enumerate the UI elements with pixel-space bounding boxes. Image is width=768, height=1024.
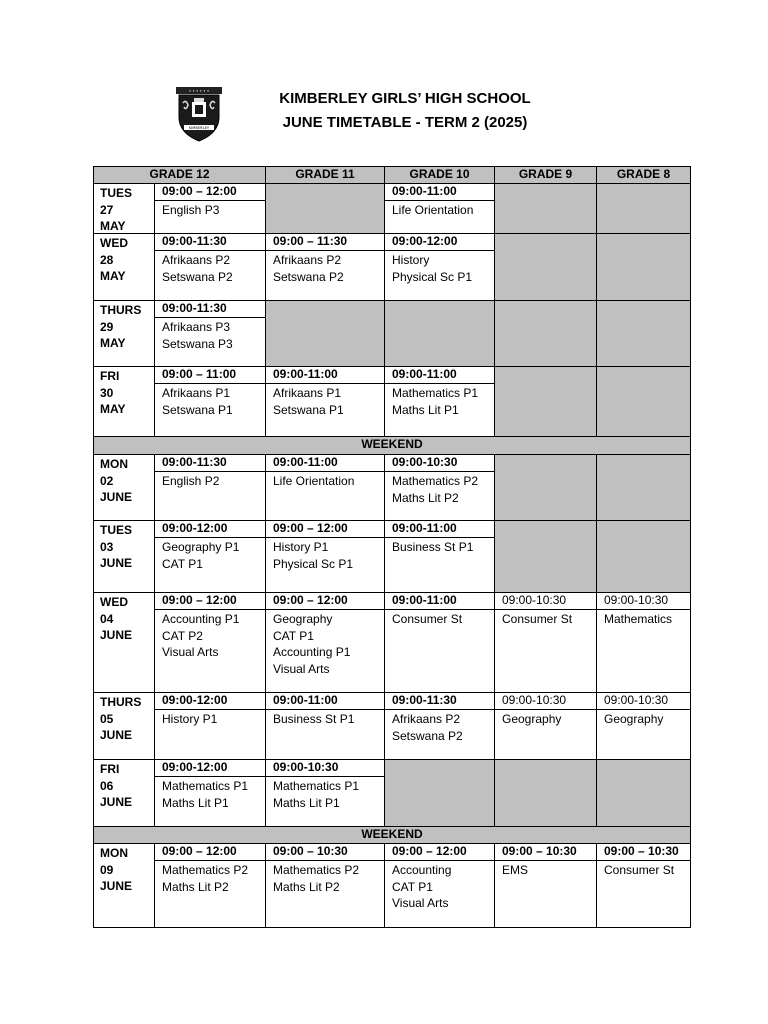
day-cell [93,454,155,521]
weekend-row: WEEKEND [93,436,691,455]
grade-9-empty-cell [494,520,597,593]
grade-8-empty-cell [596,366,691,437]
subject-line: Maths Lit P2 [273,879,340,894]
grade-9-empty-cell [494,454,597,521]
column-header-grade-11: GRADE 11 [265,166,385,184]
grade-8-empty-cell [596,454,691,521]
grade-12-exam-time: 09:00-11:30 [154,233,266,251]
grade-10-exam-subjects [384,471,495,521]
subject-line: Mathematics P1 [392,386,479,400]
grade-8-empty-cell [596,520,691,593]
grade-8-empty-cell [596,183,691,234]
day-cell [93,233,155,301]
day-label-line: TUES [100,523,133,537]
weekend-row: WEEKEND [93,826,691,844]
day-cell [93,183,155,234]
grade-8-empty-cell [596,300,691,367]
subject-line: History P1 [273,540,329,554]
grade-10-exam-time: 09:00-12:00 [384,233,495,251]
day-label-line: 09 [100,862,114,877]
subject-line: Maths Lit P1 [392,402,459,417]
grade-9-exam-subjects [494,609,597,693]
column-header-grade-8: GRADE 8 [596,166,691,184]
subject-line: History P1 [162,712,218,726]
grade-9-exam-time: 09:00-10:30 [494,692,597,710]
subject-line: Maths Lit P1 [273,795,340,810]
subject-line: Accounting [392,863,452,877]
day-label-line: 02 [100,473,114,488]
grade-12-exam-time: 09:00 – 12:00 [154,592,266,610]
subject-line: CAT P1 [392,879,433,894]
day-label-line: MAY [100,219,126,233]
subject-line: Life Orientation [273,474,355,488]
subject-line: Setswana P1 [162,402,233,417]
grade-11-empty-cell [265,183,385,234]
grade-10-exam-subjects [384,709,495,760]
grade-10-exam-time: 09:00-11:00 [384,366,495,384]
day-label-line: THURS [100,695,142,709]
day-label-line: JUNE [100,879,133,893]
day-cell [93,592,155,693]
subject-line: Mathematics P2 [162,863,249,877]
grade-9-empty-cell [494,759,597,827]
day-label-line: 04 [100,611,114,626]
grade-11-exam-time: 09:00 – 12:00 [265,592,385,610]
grade-8-empty-cell [596,759,691,827]
day-label-line: 27 [100,202,114,217]
day-cell [93,759,155,827]
day-label-line: MON [100,457,128,471]
grade-10-exam-time: 09:00-11:30 [384,692,495,710]
timetable-title: JUNE TIMETABLE - TERM 2 (2025) [282,114,528,131]
grade-11-exam-time: 09:00-11:00 [265,454,385,472]
column-header-grade-10: GRADE 10 [384,166,495,184]
subject-line: Physical Sc P1 [273,556,354,571]
grade-12-exam-subjects [154,200,266,234]
grade-11-exam-time: 09:00-11:00 [265,692,385,710]
subject-line: English P2 [162,474,220,488]
day-label-line: WED [100,595,128,609]
grade-8-exam-subjects [596,609,691,693]
subject-line: Afrikaans P1 [273,386,342,400]
grade-10-exam-time: 09:00-11:00 [384,520,495,538]
grade-10-empty-cell [384,300,495,367]
grade-12-exam-time: 09:00-12:00 [154,759,266,777]
subject-line: Afrikaans P2 [273,253,342,267]
grade-12-exam-subjects [154,609,266,693]
day-label-line: JUNE [100,556,133,570]
day-label-line: MAY [100,402,126,416]
grade-9-exam-time: 09:00 – 10:30 [494,843,597,861]
subject-line: Geography [604,712,664,726]
grade-8-empty-cell [596,233,691,301]
subject-line: Mathematics [604,612,673,626]
school-logo [172,85,226,143]
day-cell [93,520,155,593]
grade-11-exam-subjects [265,860,385,928]
subject-line: Mathematics P2 [273,863,360,877]
grade-10-exam-subjects [384,609,495,693]
grade-8-exam-time: 09:00-10:30 [596,592,691,610]
subject-line: Geography [502,712,562,726]
column-header-grade-12: GRADE 12 [93,166,266,184]
day-label-line: MAY [100,269,126,283]
grade-10-exam-subjects [384,250,495,301]
grade-12-exam-time: 09:00 – 11:00 [154,366,266,384]
day-cell [93,843,155,928]
day-label-line: JUNE [100,795,133,809]
subject-line: Geography P1 [162,540,240,554]
subject-line: Visual Arts [162,645,219,659]
day-label-line: FRI [100,762,120,776]
logo-text: KIMBERLEY [188,126,210,131]
day-label-line: TUES [100,186,133,200]
subject-line: English P3 [162,203,220,217]
day-label-line: 30 [100,385,114,400]
grade-12-exam-time: 09:00-12:00 [154,520,266,538]
subject-line: Physical Sc P1 [392,269,473,284]
grade-9-empty-cell [494,233,597,301]
grade-12-exam-time: 09:00 – 12:00 [154,183,266,201]
grade-10-exam-time: 09:00-10:30 [384,454,495,472]
day-label-line: JUNE [100,490,133,504]
subject-line: Maths Lit P1 [162,795,229,810]
grade-11-exam-time: 09:00 – 12:00 [265,520,385,538]
grade-12-exam-subjects [154,776,266,827]
subject-line: Visual Arts [273,661,330,676]
subject-line: Setswana P1 [273,402,344,417]
grade-12-exam-time: 09:00-11:30 [154,300,266,318]
grade-10-exam-time: 09:00-11:00 [384,592,495,610]
grade-10-exam-time: 09:00-11:00 [384,183,495,201]
grade-11-exam-subjects [265,250,385,301]
subject-line: Accounting P1 [273,645,351,659]
grade-11-empty-cell [265,300,385,367]
svg-text:• • • • • •: • • • • • • [188,88,210,94]
grade-12-exam-subjects [154,383,266,437]
grade-12-exam-subjects [154,709,266,760]
grade-8-exam-time: 09:00 – 10:30 [596,843,691,861]
grade-12-exam-subjects [154,537,266,593]
grade-10-exam-subjects [384,860,495,928]
grade-11-exam-subjects [265,609,385,693]
grade-11-exam-time: 09:00 – 10:30 [265,843,385,861]
day-label-line: 29 [100,319,114,334]
grade-12-exam-time: 09:00-11:30 [154,454,266,472]
subject-line: Geography [273,612,333,626]
grade-9-empty-cell [494,300,597,367]
day-cell [93,366,155,437]
grade-11-exam-subjects [265,471,385,521]
day-label-line: WED [100,236,128,250]
grade-8-exam-subjects [596,709,691,760]
grade-11-exam-subjects [265,537,385,593]
school-name: KIMBERLEY GIRLS’ HIGH SCHOOL [279,90,531,107]
subject-line: Visual Arts [392,896,449,910]
grade-10-exam-subjects [384,537,495,593]
grade-11-exam-subjects [265,709,385,760]
grade-10-empty-cell [384,759,495,827]
subject-line: Accounting P1 [162,612,240,626]
subject-line: Afrikaans P2 [162,253,231,267]
subject-line: Afrikaans P3 [162,320,231,334]
day-cell [93,692,155,760]
subject-line: Maths Lit P2 [392,490,459,505]
subject-line: Mathematics P1 [162,779,249,793]
day-label-line: FRI [100,369,120,383]
grade-8-exam-time: 09:00-10:30 [596,692,691,710]
subject-line: CAT P1 [162,556,203,571]
subject-line: CAT P2 [162,628,203,643]
grade-12-exam-subjects [154,250,266,301]
grade-10-exam-subjects [384,200,495,234]
grade-12-exam-subjects [154,317,266,367]
subject-line: Setswana P2 [273,269,344,284]
day-cell [93,300,155,367]
grade-11-exam-time: 09:00-11:00 [265,366,385,384]
grade-8-exam-subjects [596,860,691,928]
grade-10-exam-time: 09:00 – 12:00 [384,843,495,861]
subject-line: Consumer St [392,612,463,626]
subject-line: Afrikaans P1 [162,386,231,400]
grade-10-exam-subjects [384,383,495,437]
day-label-line: MON [100,846,128,860]
subject-line: Setswana P3 [162,336,233,351]
subject-line: Consumer St [502,612,573,626]
subject-line: Life Orientation [392,203,474,217]
day-label-line: JUNE [100,628,133,642]
subject-line: Mathematics P2 [392,474,479,488]
grade-11-exam-subjects [265,776,385,827]
subject-line: Consumer St [604,863,675,877]
grade-9-exam-subjects [494,860,597,928]
day-label-line: MAY [100,336,126,350]
day-label-line: 05 [100,711,114,726]
grade-11-exam-time: 09:00-10:30 [265,759,385,777]
subject-line: Maths Lit P2 [162,879,229,894]
grade-9-exam-time: 09:00-10:30 [494,592,597,610]
subject-line: EMS [502,863,529,877]
grade-11-exam-time: 09:00 – 11:30 [265,233,385,251]
day-label-line: JUNE [100,728,133,742]
grade-9-empty-cell [494,366,597,437]
grade-11-exam-subjects [265,383,385,437]
day-label-line: THURS [100,303,142,317]
grade-9-empty-cell [494,183,597,234]
subject-line: Business St P1 [273,712,355,726]
subject-line: Setswana P2 [162,269,233,284]
timetable-table [93,166,690,927]
day-label-line: 28 [100,252,114,267]
subject-line: Setswana P2 [392,728,463,743]
column-header-grade-9: GRADE 9 [494,166,597,184]
grade-12-exam-subjects [154,471,266,521]
grade-12-exam-time: 09:00 – 12:00 [154,843,266,861]
day-label-line: 03 [100,539,114,554]
grade-12-exam-time: 09:00-12:00 [154,692,266,710]
grade-9-exam-subjects [494,709,597,760]
subject-line: Mathematics P1 [273,779,360,793]
day-label-line: 06 [100,778,114,793]
grade-12-exam-subjects [154,860,266,928]
subject-line: CAT P1 [273,628,314,643]
subject-line: Afrikaans P2 [392,712,461,726]
subject-line: History [392,253,430,267]
subject-line: Business St P1 [392,540,474,554]
